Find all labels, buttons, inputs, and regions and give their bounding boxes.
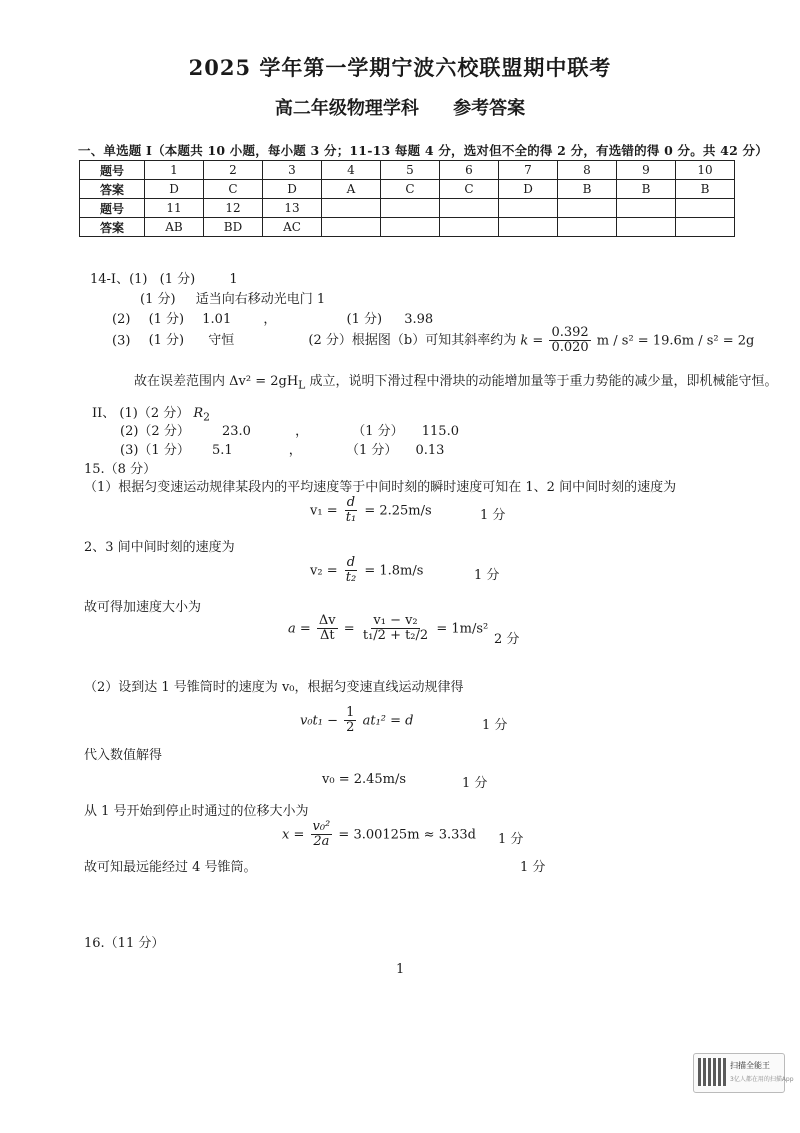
points: (1 分): [159, 272, 196, 287]
q15-eq4: [300, 706, 413, 736]
fraction-denominator: 0.020: [551, 340, 589, 356]
separator: ，: [295, 424, 309, 439]
subtitle-answer: 参考答案: [453, 98, 526, 119]
q14-line3: [112, 308, 433, 327]
math-expression: v₀t₁ −: [300, 713, 339, 729]
table-cell: [499, 199, 558, 218]
math-expression: a =: [288, 621, 311, 637]
table-cell: [558, 218, 617, 237]
q14-ii-line2: [120, 420, 459, 439]
page-title: 2025 学年第一学期宁波六校联盟期中联考: [188, 55, 612, 80]
q14-line4: (3) (1 分) 守恒 (2 分）根据图（b）可知其斜率约为 k = $\frac{0.392}{0.020}$ m / s² = 19.6m / s² = 2g: [112, 325, 755, 356]
table-cell: BD: [204, 218, 263, 237]
table-cell: 题号: [80, 199, 145, 218]
math-expression: = 1m/s²: [436, 621, 489, 637]
table-row: [80, 218, 735, 237]
fraction-numerator: v₁ − v₂: [373, 613, 418, 628]
explanation: 成立，说明下滑过程中滑块的动能增加量等于重力势能的减少量，即机械能守恒。: [309, 374, 778, 389]
separator: ，: [288, 443, 302, 458]
fraction-numerator: d: [346, 495, 356, 510]
fraction: [317, 614, 338, 644]
fraction-numerator: v₀²: [312, 819, 331, 834]
fraction: [311, 820, 333, 850]
q14-label: 14-I、(1): [90, 272, 148, 287]
math-expression: x =: [282, 827, 305, 843]
fraction-numerator: 1: [346, 705, 355, 720]
table-cell: [676, 199, 735, 218]
q15-eq3-points: 2 分: [494, 632, 520, 647]
table-cell: 7: [499, 161, 558, 180]
scanner-label: 扫描全能王: [730, 1061, 770, 1070]
subscript: L: [298, 378, 306, 392]
fraction-numerator: d: [346, 555, 356, 570]
answer-value: 115.0: [421, 424, 459, 439]
table-cell: AC: [263, 218, 322, 237]
table-cell: A: [322, 180, 381, 199]
sub-label: (3)（1 分）: [120, 443, 190, 458]
points: （1 分）: [345, 443, 398, 458]
math-var: k: [520, 333, 529, 349]
table-cell: D: [499, 180, 558, 199]
table-cell: 2: [204, 161, 263, 180]
q15-p7-points: 1 分: [520, 860, 546, 875]
table-cell: [381, 218, 440, 237]
table-cell: B: [558, 180, 617, 199]
q15-p5: 代入数值解得: [84, 748, 163, 763]
fraction-denominator: t₂: [345, 570, 357, 586]
sub-label: (3): [112, 333, 131, 349]
table-cell: [440, 218, 499, 237]
fraction: [344, 556, 358, 586]
fraction: [361, 614, 430, 644]
q15-eq1: [310, 496, 432, 526]
table-cell: D: [145, 180, 204, 199]
table-cell: 4: [322, 161, 381, 180]
math-expression: 故在误差范围内 Δv² = 2gH: [134, 374, 299, 389]
equals: =: [343, 621, 355, 637]
table-cell: [558, 199, 617, 218]
table-cell: [322, 218, 381, 237]
table-row: [80, 180, 735, 199]
table-row: [80, 161, 735, 180]
table-cell: C: [440, 180, 499, 199]
q15-eq2: [310, 556, 423, 586]
separator: ，: [263, 312, 277, 327]
table-cell: C: [204, 180, 263, 199]
math-expression: = 1.8m/s: [364, 563, 424, 579]
section1-heading: 一、单选题 I（本题共 10 小题，每小题 3 分；11-13 每题 4 分，选对但不全的得 2 分，有选错的得 0 分。共 42 分）: [78, 143, 768, 158]
slope-fraction: [549, 326, 590, 356]
q15-eq6: [282, 820, 476, 850]
q15-eq3: [288, 614, 488, 644]
points: (1 分): [346, 312, 383, 327]
table-cell: 答案: [80, 180, 145, 199]
points: （1 分）: [352, 424, 404, 439]
q15-p3: 故可得加速度大小为: [84, 600, 202, 615]
table-cell: 13: [263, 199, 322, 218]
page-subtitle: [0, 94, 800, 120]
table-cell: 10: [676, 161, 735, 180]
answer-value: 1.01: [202, 312, 232, 327]
table-cell: 3: [263, 161, 322, 180]
q15-heading: 15.（8 分）: [84, 462, 157, 477]
q15-p2: 2、3 间中间时刻的速度为: [84, 540, 235, 555]
fraction-denominator: Δt: [319, 628, 335, 644]
fraction: [344, 496, 358, 526]
math-expression: at₁² = d: [362, 713, 414, 729]
explanation: (2 分）根据图（b）可知其斜率约为: [308, 333, 517, 349]
q15-p4: （2）设到达 1 号锥筒时的速度为 v₀，根据匀变速直线运动规律得: [84, 680, 464, 695]
qr-code-icon: [698, 1058, 726, 1086]
fraction-numerator: Δv: [318, 613, 336, 628]
sub-label: (2)（2 分）: [120, 424, 190, 439]
table-cell: D: [263, 180, 322, 199]
table-cell: [617, 199, 676, 218]
math-expression: = 2.25m/s: [364, 503, 432, 519]
table-cell: 1: [145, 161, 204, 180]
fraction: [344, 706, 356, 736]
answer-text: 适当向右移动光电门 1: [195, 292, 326, 307]
math-expression: m / s² = 19.6m / s² = 2g: [596, 333, 755, 349]
q14-line5: [134, 370, 778, 392]
q15-eq5-points: 1 分: [462, 776, 488, 791]
answer-value: 3.98: [404, 312, 434, 327]
table-cell: 12: [204, 199, 263, 218]
fraction-denominator: 2: [346, 720, 355, 736]
table-cell: 题号: [80, 161, 145, 180]
q15-eq2-points: 1 分: [474, 568, 500, 583]
sub-label: (2): [112, 312, 131, 327]
math-expression: v₁ =: [310, 503, 338, 519]
answer-value: 0.13: [415, 443, 445, 458]
fraction-denominator: t₁/2 + t₂/2: [362, 628, 429, 644]
scanner-watermark: [693, 1053, 794, 1093]
points: (1 分): [148, 333, 185, 349]
page-number: 1: [396, 962, 405, 977]
q14-line2: [140, 288, 325, 307]
table-cell: [617, 218, 676, 237]
answer-value: 5.1: [211, 443, 233, 458]
subtitle-grade: 高二年级物理学科: [274, 98, 419, 119]
points: (1 分): [140, 292, 176, 307]
q15-p6: 从 1 号开始到停止时通过的位移大小为: [84, 804, 309, 819]
table-cell: B: [617, 180, 676, 199]
table-cell: [322, 199, 381, 218]
q14-line1: [90, 268, 238, 287]
table-cell: 6: [440, 161, 499, 180]
table-cell: AB: [145, 218, 204, 237]
table-cell: 答案: [80, 218, 145, 237]
fraction-numerator: 0.392: [551, 325, 589, 340]
answer-value: R: [193, 406, 204, 421]
math-expression: v₂ =: [310, 563, 338, 579]
fraction-denominator: 2a: [313, 834, 330, 850]
sub-label: II、 (1)（2 分）: [92, 406, 190, 421]
table-cell: 8: [558, 161, 617, 180]
table-cell: [499, 218, 558, 237]
math-expression: = 3.00125m ≈ 3.33d: [338, 827, 476, 843]
answer-table: [79, 160, 735, 237]
q15-p7: 故可知最远能经过 4 号锥筒。: [84, 860, 257, 875]
table-cell: 11: [145, 199, 204, 218]
q15-eq6-points: 1 分: [498, 832, 524, 847]
q14-ii-line3: [120, 439, 444, 458]
q15-eq5: v₀ = 2.45m/s: [322, 772, 407, 787]
table-cell: 9: [617, 161, 676, 180]
fraction-denominator: t₁: [345, 510, 357, 526]
q15-eq1-points: 1 分: [480, 508, 506, 523]
table-cell: C: [381, 180, 440, 199]
table-cell: [440, 199, 499, 218]
table-cell: [381, 199, 440, 218]
q16-heading: 16.（11 分）: [84, 936, 165, 951]
q15-eq4-points: 1 分: [482, 718, 508, 733]
table-cell: [676, 218, 735, 237]
scanner-sub: 3亿人都在用的扫描App: [730, 1076, 794, 1083]
answer-value: 1: [229, 272, 238, 287]
answer-value: 23.0: [221, 424, 251, 439]
points: (1 分): [148, 312, 185, 327]
table-cell: 5: [381, 161, 440, 180]
answer-text: 守恒: [208, 333, 235, 349]
q15-p1: （1）根据匀变速运动规律某段内的平均速度等于中间时刻的瞬时速度可知在 1、2 间中间时刻的速度为: [84, 480, 677, 495]
table-cell: B: [676, 180, 735, 199]
subscript: 2: [203, 410, 211, 424]
table-row: [80, 199, 735, 218]
